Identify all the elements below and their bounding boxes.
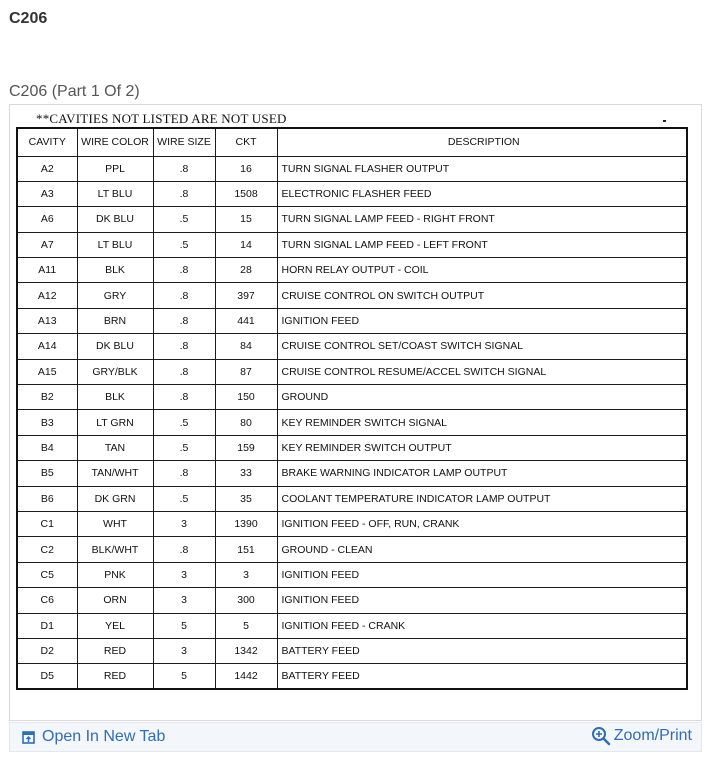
description-cell: CRUISE CONTROL ON SWITCH OUTPUT <box>277 283 687 308</box>
table-row <box>17 410 687 435</box>
description-cell: TURN SIGNAL LAMP FEED - RIGHT FRONT <box>277 207 687 232</box>
wire-color-cell: TAN/WHT <box>77 461 153 486</box>
ckt-cell: 80 <box>215 410 277 435</box>
cavity-cell: D2 <box>17 638 77 663</box>
description-cell: GROUND - CLEAN <box>277 537 687 562</box>
wire-color-cell: BLK <box>77 258 153 283</box>
wire-color-cell: GRY/BLK <box>77 359 153 384</box>
wire-color-cell: BLK <box>77 385 153 410</box>
cavity-cell: A15 <box>17 359 77 384</box>
connector-table-image <box>9 104 702 721</box>
wire-color-cell: RED <box>77 664 153 689</box>
description-cell: KEY REMINDER SWITCH SIGNAL <box>277 410 687 435</box>
column-header-wire-color: WIRE COLOR <box>77 128 153 156</box>
table-row <box>17 232 687 257</box>
cavity-cell: A7 <box>17 232 77 257</box>
cavity-cell: A14 <box>17 334 77 359</box>
column-header-description: DESCRIPTION <box>277 128 687 156</box>
table-header-row <box>17 128 687 156</box>
description-cell: BRAKE WARNING INDICATOR LAMP OUTPUT <box>277 461 687 486</box>
ckt-cell: 35 <box>215 486 277 511</box>
cavity-cell: B4 <box>17 435 77 460</box>
ckt-cell: 14 <box>215 232 277 257</box>
ckt-cell: 87 <box>215 359 277 384</box>
wire-size-cell: .8 <box>153 461 215 486</box>
wire-size-cell: .8 <box>153 334 215 359</box>
table-row <box>17 258 687 283</box>
wire-color-cell: LT GRN <box>77 410 153 435</box>
wire-size-cell: .8 <box>153 359 215 384</box>
description-cell: IGNITION FEED <box>277 308 687 333</box>
wire-color-cell: DK BLU <box>77 334 153 359</box>
cavity-cell: C2 <box>17 537 77 562</box>
wire-size-cell: .8 <box>153 537 215 562</box>
cavity-cell: A2 <box>17 156 77 181</box>
wire-color-cell: LT BLU <box>77 232 153 257</box>
table-row <box>17 638 687 663</box>
wire-size-cell: .8 <box>153 258 215 283</box>
table-row <box>17 308 687 333</box>
wire-size-cell: 3 <box>153 588 215 613</box>
table-row <box>17 537 687 562</box>
description-cell: CRUISE CONTROL SET/COAST SWITCH SIGNAL <box>277 334 687 359</box>
cavity-cell: A13 <box>17 308 77 333</box>
wire-size-cell: .8 <box>153 308 215 333</box>
wire-color-cell: GRY <box>77 283 153 308</box>
wire-size-cell: 3 <box>153 562 215 587</box>
cavity-cell: A12 <box>17 283 77 308</box>
table-row <box>17 156 687 181</box>
wire-color-cell: WHT <box>77 511 153 536</box>
wire-color-cell: LT BLU <box>77 181 153 206</box>
table-row <box>17 334 687 359</box>
column-header-ckt: CKT <box>215 128 277 156</box>
table-row <box>17 511 687 536</box>
table-row <box>17 613 687 638</box>
ckt-cell: 1508 <box>215 181 277 206</box>
table-row <box>17 181 687 206</box>
wire-size-cell: .8 <box>153 156 215 181</box>
zoom-in-icon <box>591 726 611 746</box>
wire-size-cell: .5 <box>153 410 215 435</box>
description-cell: IGNITION FEED <box>277 562 687 587</box>
connector-table <box>16 127 688 690</box>
ckt-cell: 15 <box>215 207 277 232</box>
wire-size-cell: .5 <box>153 435 215 460</box>
wire-color-cell: BLK/WHT <box>77 537 153 562</box>
open-new-tab-icon <box>22 731 35 744</box>
table-row <box>17 207 687 232</box>
wire-size-cell: .5 <box>153 232 215 257</box>
table-row <box>17 588 687 613</box>
description-cell: IGNITION FEED <box>277 588 687 613</box>
cavity-cell: B2 <box>17 385 77 410</box>
description-cell: COOLANT TEMPERATURE INDICATOR LAMP OUTPUT <box>277 486 687 511</box>
ckt-cell: 33 <box>215 461 277 486</box>
ckt-cell: 151 <box>215 537 277 562</box>
ckt-cell: 397 <box>215 283 277 308</box>
wire-size-cell: .8 <box>153 385 215 410</box>
description-cell: IGNITION FEED - CRANK <box>277 613 687 638</box>
ckt-cell: 159 <box>215 435 277 460</box>
wire-size-cell: .8 <box>153 181 215 206</box>
cavity-cell: A11 <box>17 258 77 283</box>
ckt-cell: 1342 <box>215 638 277 663</box>
cavity-cell: B3 <box>17 410 77 435</box>
cavity-cell: C1 <box>17 511 77 536</box>
wire-size-cell: 3 <box>153 511 215 536</box>
ckt-cell: 5 <box>215 613 277 638</box>
description-cell: KEY REMINDER SWITCH OUTPUT <box>277 435 687 460</box>
table-row <box>17 461 687 486</box>
table-row <box>17 486 687 511</box>
column-header-cavity: CAVITY <box>17 128 77 156</box>
cavity-cell: C5 <box>17 562 77 587</box>
wire-color-cell: DK GRN <box>77 486 153 511</box>
wire-color-cell: RED <box>77 638 153 663</box>
cavity-cell: C6 <box>17 588 77 613</box>
wire-color-cell: TAN <box>77 435 153 460</box>
ckt-cell: 16 <box>215 156 277 181</box>
description-cell: ELECTRONIC FLASHER FEED <box>277 181 687 206</box>
wire-size-cell: .5 <box>153 486 215 511</box>
zoom-print-label: Zoom/Print <box>613 727 692 744</box>
cavity-cell: A6 <box>17 207 77 232</box>
ckt-cell: 28 <box>215 258 277 283</box>
wire-size-cell: 3 <box>153 638 215 663</box>
table-body <box>17 156 687 689</box>
wire-size-cell: 5 <box>153 664 215 689</box>
image-caption: C206 (Part 1 Of 2) <box>9 83 140 100</box>
table-row <box>17 562 687 587</box>
unused-cavities-note: **CAVITIES NOT LISTED ARE NOT USED <box>36 111 287 126</box>
wire-color-cell: YEL <box>77 613 153 638</box>
wire-color-cell: PNK <box>77 562 153 587</box>
wire-color-cell: DK BLU <box>77 207 153 232</box>
cavity-cell: B6 <box>17 486 77 511</box>
cavity-cell: B5 <box>17 461 77 486</box>
wire-color-cell: ORN <box>77 588 153 613</box>
description-cell: BATTERY FEED <box>277 638 687 663</box>
ckt-cell: 84 <box>215 334 277 359</box>
wire-color-cell: BRN <box>77 308 153 333</box>
wire-size-cell: 5 <box>153 613 215 638</box>
open-in-new-tab-link[interactable] <box>22 728 165 746</box>
table-row <box>17 359 687 384</box>
description-cell: GROUND <box>277 385 687 410</box>
wire-color-cell: PPL <box>77 156 153 181</box>
column-header-wire-size: WIRE SIZE <box>153 128 215 156</box>
open-in-new-tab-label: Open In New Tab <box>42 728 166 745</box>
description-cell: CRUISE CONTROL RESUME/ACCEL SWITCH SIGNAL <box>277 359 687 384</box>
page-heading: C206 <box>9 10 48 27</box>
cavity-cell: D1 <box>17 613 77 638</box>
ckt-cell: 300 <box>215 588 277 613</box>
description-cell: BATTERY FEED <box>277 664 687 689</box>
zoom-print-link[interactable] <box>591 726 692 746</box>
wire-size-cell: .8 <box>153 283 215 308</box>
ckt-cell: 1390 <box>215 511 277 536</box>
description-cell: TURN SIGNAL LAMP FEED - LEFT FRONT <box>277 232 687 257</box>
image-action-bar <box>9 722 702 752</box>
ckt-cell: 3 <box>215 562 277 587</box>
description-cell: IGNITION FEED - OFF, RUN, CRANK <box>277 511 687 536</box>
scan-mark <box>663 120 666 122</box>
ckt-cell: 1442 <box>215 664 277 689</box>
ckt-cell: 150 <box>215 385 277 410</box>
table-row <box>17 283 687 308</box>
table-row <box>17 664 687 689</box>
table-row <box>17 435 687 460</box>
description-cell: TURN SIGNAL FLASHER OUTPUT <box>277 156 687 181</box>
table-row <box>17 385 687 410</box>
wire-size-cell: .5 <box>153 207 215 232</box>
ckt-cell: 441 <box>215 308 277 333</box>
cavity-cell: A3 <box>17 181 77 206</box>
cavity-cell: D5 <box>17 664 77 689</box>
description-cell: HORN RELAY OUTPUT - COIL <box>277 258 687 283</box>
